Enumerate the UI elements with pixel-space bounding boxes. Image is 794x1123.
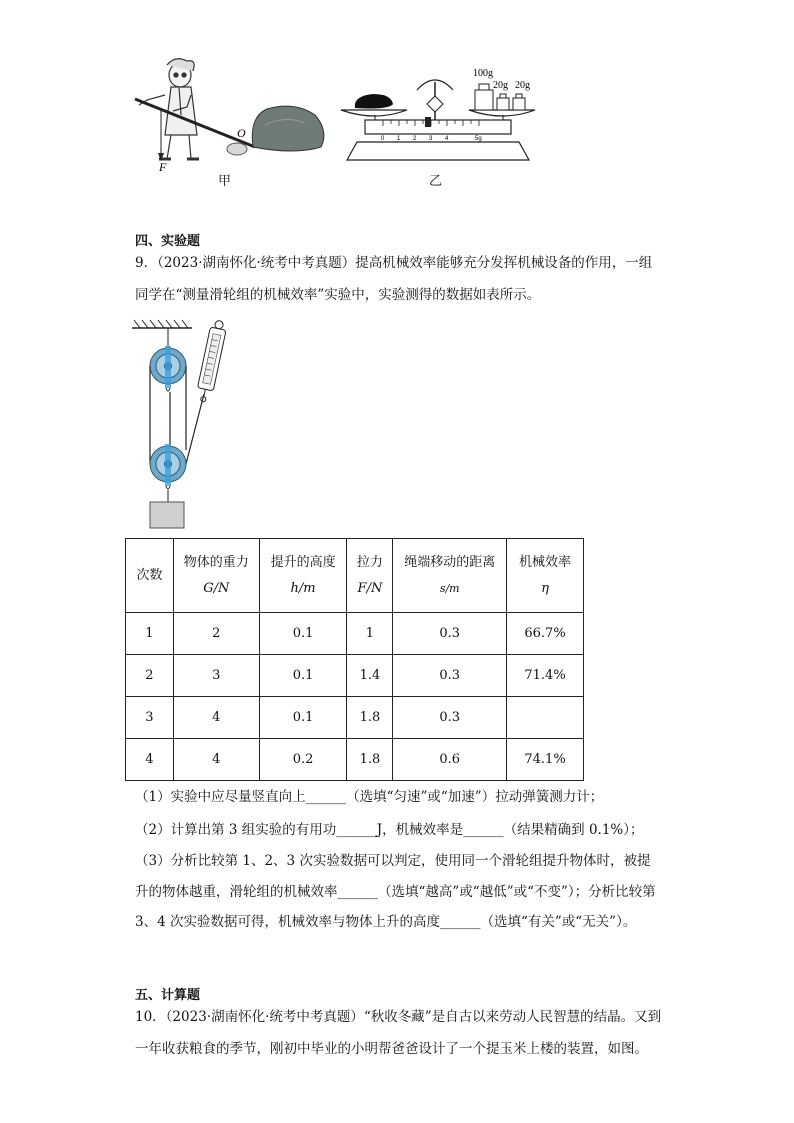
question-10-line-2: 一年收获粮食的季节，刚初中毕业的小明帮爸爸设计了一个提玉米上楼的装置，如图。: [135, 1041, 648, 1057]
section-4-title: 四、实验题: [135, 234, 201, 249]
weight-20g-b: [513, 98, 525, 110]
question-9-part-3-line-1: （3）分析比较第 1、2、3 次实验数据可以判定，使用同一个滑轮组提升物体时，被提: [135, 853, 651, 869]
scale-tick-2: 2: [413, 136, 417, 142]
table-cell: 1.4: [347, 655, 393, 697]
table-header-cell: 次数: [126, 539, 174, 613]
scale-tick-0: 0: [381, 136, 385, 142]
table-cell: 2: [173, 613, 259, 655]
question-9-part-3-line-3: 3、4 次实验数据可得，机械效率与物体上升的高度______（选填“有关”或“无关”）。: [135, 914, 637, 930]
scale-tick-5: 5g: [475, 136, 482, 142]
label-O: O: [237, 126, 246, 140]
scientist-illustration: [139, 59, 199, 159]
hanging-weight-block: [150, 502, 184, 528]
table-cell: 3: [173, 655, 259, 697]
table-cell: 66.7%: [507, 613, 584, 655]
rock: [252, 106, 324, 151]
table-cell: 0.1: [259, 697, 347, 739]
fixed-pulley: [150, 346, 186, 388]
table-cell: 0.2: [259, 739, 347, 781]
table-header-cell: 拉力 F/N: [347, 539, 393, 613]
question-9-part-1: （1）实验中应尽量竖直向上______（选填“匀速”或“加速”）拉动弹簧测力计；: [135, 789, 604, 805]
table-cell: 4: [173, 739, 259, 781]
weight-20g-a: [497, 98, 509, 110]
spring-scale: [195, 319, 228, 403]
balance-base: [347, 142, 529, 160]
table-cell: 0.6: [393, 739, 507, 781]
table-row: [126, 739, 584, 781]
table-cell: 1.8: [347, 739, 393, 781]
table-cell: 1: [347, 613, 393, 655]
scale-tick-4: 4: [445, 136, 449, 142]
table-cell: 4: [126, 739, 174, 781]
weight-label-20g-b: 20g: [515, 80, 530, 91]
table-row: [126, 697, 584, 739]
question-9-part-2: （2）计算出第 3 组实验的有用功______J，机械效率是______（结果精确到 0.1%）；: [135, 822, 644, 838]
table-cell: 0.3: [393, 655, 507, 697]
experiment-data-table: [125, 538, 584, 781]
table-cell: 71.4%: [507, 655, 584, 697]
table-cell: 4: [173, 697, 259, 739]
table-cell: 1: [126, 613, 174, 655]
question-9-line-1: 9．（2023·湖南怀化·统考中考真题）提高机械效率能够充分发挥机械设备的作用，一组: [135, 255, 653, 271]
lever-figure: [125, 55, 335, 185]
table-cell: 0.1: [259, 613, 347, 655]
question-10-line-1: 10．（2023·湖南怀化·统考中考真题）“秋收冬藏”是自古以来劳动人民智慧的结晶。又到: [135, 1009, 662, 1025]
table-row: [126, 655, 584, 697]
table-cell: 0.3: [393, 697, 507, 739]
pulley-figure: [128, 318, 238, 533]
table-header-row: [126, 539, 584, 613]
section-5-title: 五、计算题: [135, 988, 201, 1003]
table-cell: 2: [126, 655, 174, 697]
table-cell: 1.8: [347, 697, 393, 739]
table-cell: 0.3: [393, 613, 507, 655]
balance-beam: [365, 120, 511, 134]
balance-rider: [425, 117, 431, 127]
table-cell: 74.1%: [507, 739, 584, 781]
figure-caption-yi: 乙: [429, 174, 443, 189]
table-row: [126, 613, 584, 655]
label-F: F: [159, 160, 167, 174]
table-cell: 0.1: [259, 655, 347, 697]
left-pan: [341, 110, 407, 116]
scale-tick-1: 1: [397, 136, 401, 142]
table-header-cell: 机械效率 η: [507, 539, 584, 613]
table-cell: [507, 697, 584, 739]
table-header-cell: 物体的重力 G/N: [173, 539, 259, 613]
question-9-part-3-line-2: 升的物体越重，滑轮组的机械效率______（选填“越高”或“越低”或“不变”）；分析比较第: [135, 884, 656, 900]
measured-object: [355, 94, 393, 109]
movable-pulley: [150, 444, 186, 486]
right-pan: [469, 110, 535, 116]
weight-label-20g-a: 20g: [493, 80, 508, 91]
figure-caption-jia: 甲: [218, 174, 232, 189]
table-header-cell: 提升的高度 h/m: [259, 539, 347, 613]
table-cell: 3: [126, 697, 174, 739]
table-header-cell: 绳端移动的距离 s/m: [393, 539, 507, 613]
scale-tick-3: 3: [429, 136, 433, 142]
weight-100g: [475, 90, 493, 110]
weight-label-100g: 100g: [473, 68, 493, 79]
balance-figure: [335, 60, 545, 170]
question-9-line-2: 同学在“测量滑轮组的机械效率”实验中，实验测得的数据如表所示。: [135, 287, 541, 303]
fulcrum-stone: [227, 143, 247, 155]
